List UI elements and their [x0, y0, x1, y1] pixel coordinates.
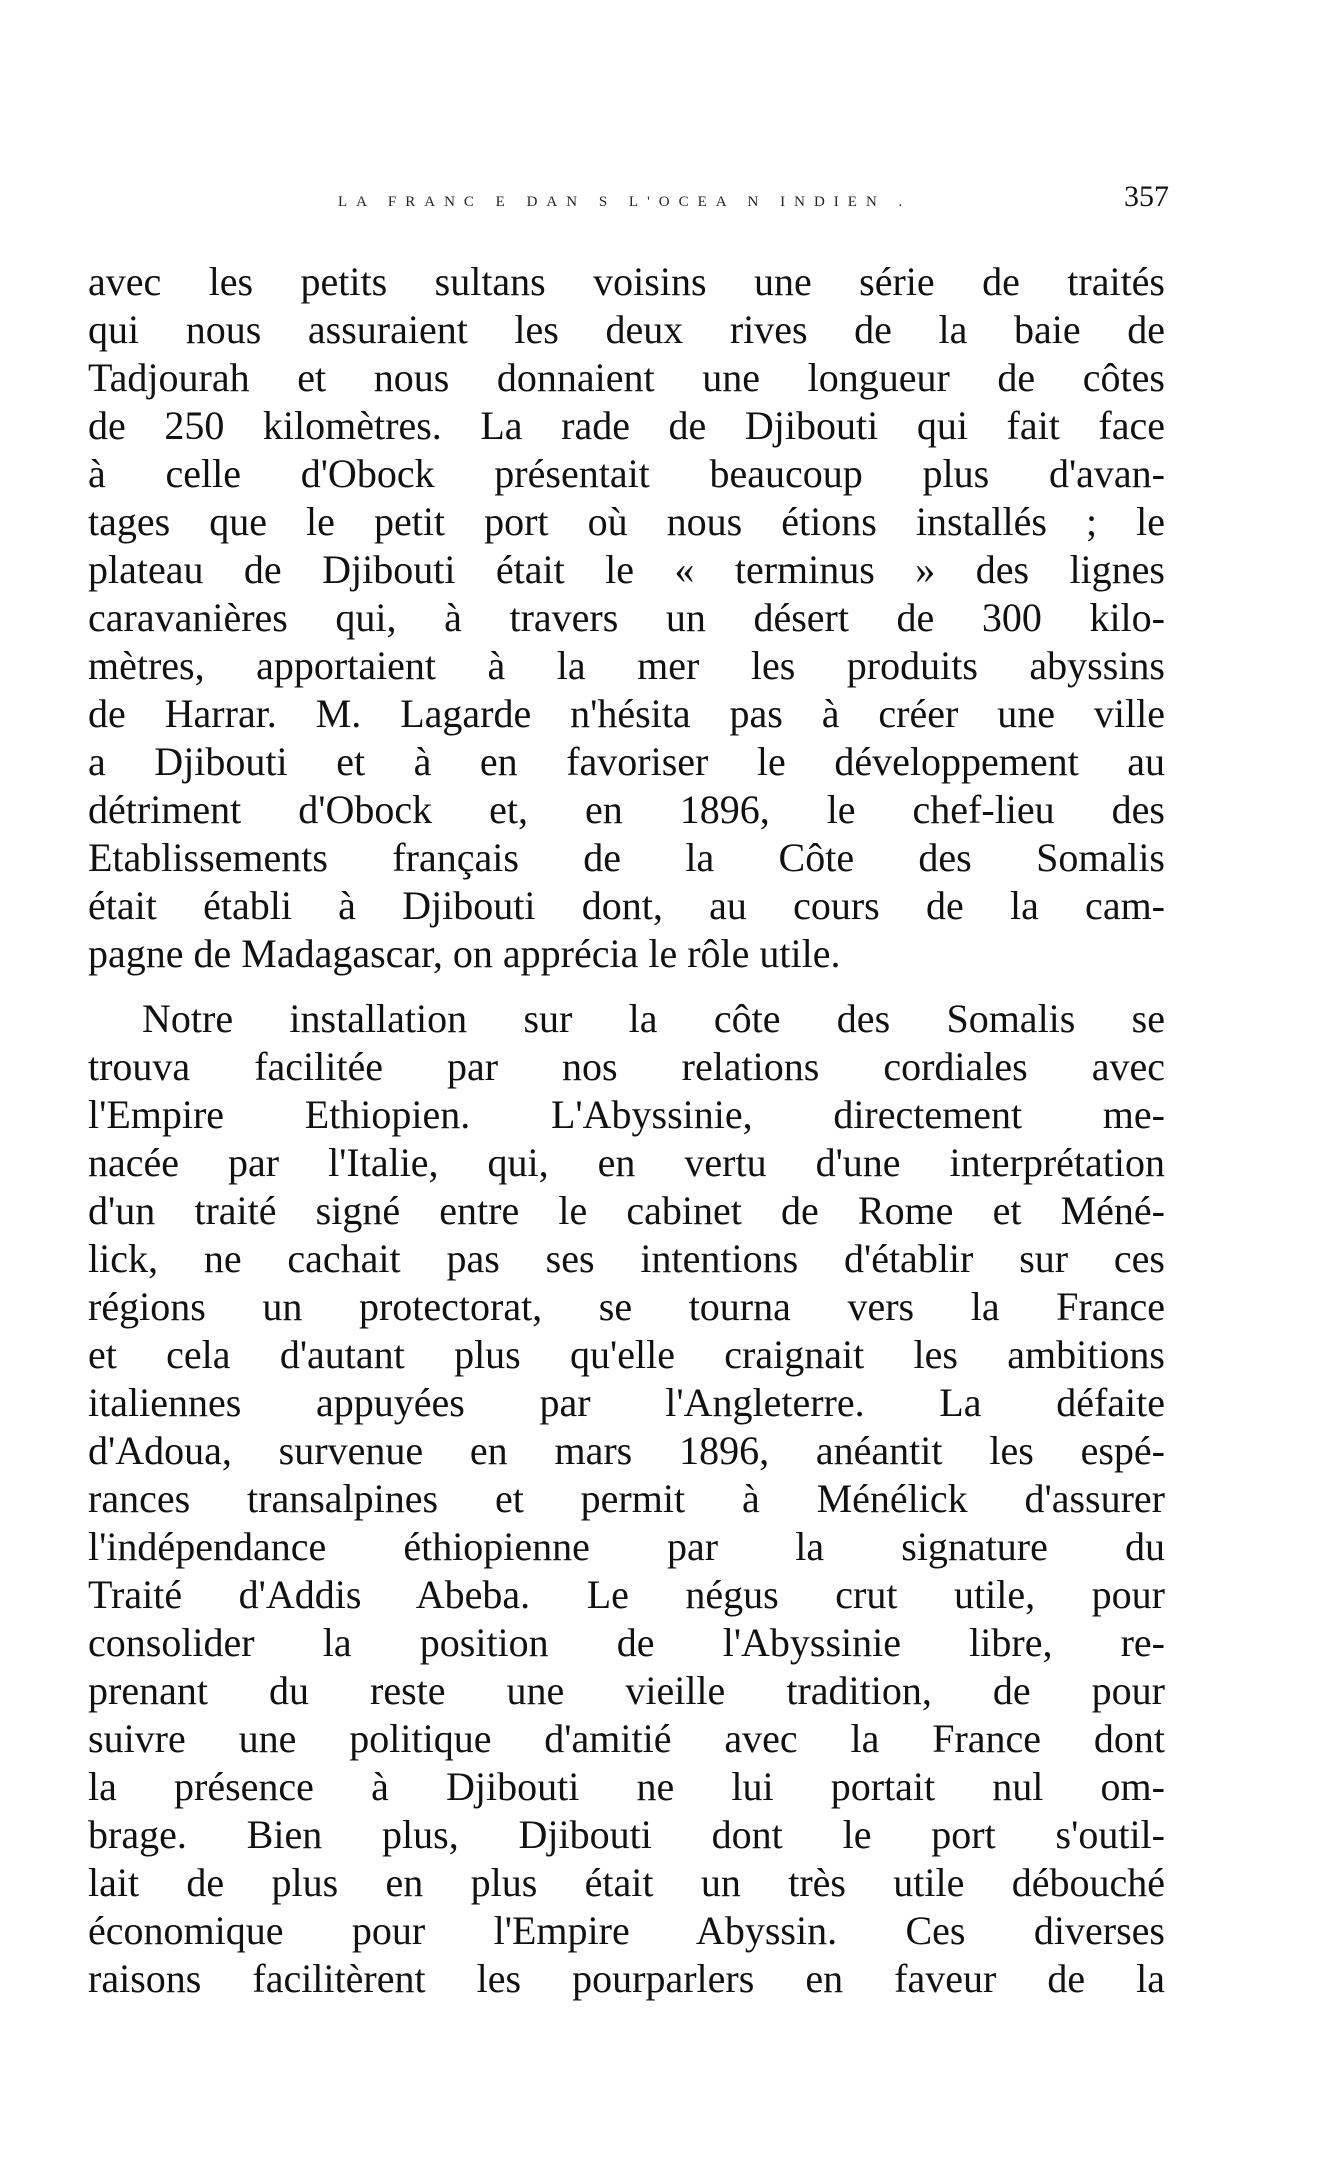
- text-line: tages que le petit port où nous étions installés ; le: [88, 499, 1165, 544]
- text-line: régions un protectorat, se tourna vers la France: [88, 1284, 1165, 1329]
- running-head: LA FRANC E DAN S L'OCEA N INDIEN .: [338, 194, 912, 210]
- text-line: la présence à Djibouti ne lui portait nul om-: [88, 1764, 1165, 1809]
- text-line: lick, ne cachait pas ses intentions d'établir sur ces: [88, 1236, 1165, 1281]
- paragraph-1: [88, 258, 1165, 978]
- text-line: Etablissements français de la Côte des Somalis: [88, 835, 1165, 880]
- text-line: l'Empire Ethiopien. L'Abyssinie, directement me-: [88, 1092, 1165, 1137]
- paragraph-gap: [88, 978, 1165, 995]
- text-line: consolider la position de l'Abyssinie libre, re-: [88, 1620, 1165, 1665]
- text-line: trouva facilitée par nos relations cordiales avec: [88, 1044, 1165, 1089]
- text-line: Traité d'Addis Abeba. Le négus crut utile, pour: [88, 1572, 1165, 1617]
- text-line: Tadjourah et nous donnaient une longueur de côtes: [88, 355, 1165, 400]
- text-line: raisons facilitèrent les pourparlers en faveur de la: [88, 1956, 1165, 2001]
- page-number: 357: [1124, 180, 1169, 213]
- text-line: détriment d'Obock et, en 1896, le chef-lieu des: [88, 787, 1165, 832]
- text-line: était établi à Djibouti dont, au cours de la cam-: [88, 883, 1165, 928]
- text-line: rances transalpines et permit à Ménélick d'assurer: [88, 1476, 1165, 1521]
- body-text: [88, 258, 1165, 2003]
- text-line: d'Adoua, survenue en mars 1896, anéantit les espé-: [88, 1428, 1165, 1473]
- paragraph-2: [88, 995, 1165, 2003]
- text-line: nacée par l'Italie, qui, en vertu d'une interprétation: [88, 1140, 1165, 1185]
- text-line: d'un traité signé entre le cabinet de Rome et Méné-: [88, 1188, 1165, 1233]
- text-line: mètres, apportaient à la mer les produits abyssins: [88, 643, 1165, 688]
- text-line: a Djibouti et à en favoriser le développement au: [88, 739, 1165, 784]
- text-line: l'indépendance éthiopienne par la signature du: [88, 1524, 1165, 1569]
- text-line: Notre installation sur la côte des Somalis se: [142, 996, 1165, 1041]
- text-line: et cela d'autant plus qu'elle craignait les ambitions: [88, 1332, 1165, 1377]
- text-line: prenant du reste une vieille tradition, de pour: [88, 1668, 1165, 1713]
- text-line: pagne de Madagascar, on apprécia le rôle utile.: [88, 931, 841, 976]
- text-line: économique pour l'Empire Abyssin. Ces diverses: [88, 1908, 1165, 1953]
- text-line: de Harrar. M. Lagarde n'hésita pas à créer une ville: [88, 691, 1165, 736]
- text-line: à celle d'Obock présentait beaucoup plus d'avan-: [88, 451, 1165, 496]
- text-line: de 250 kilomètres. La rade de Djibouti qui fait face: [88, 403, 1165, 448]
- text-line: lait de plus en plus était un très utile débouché: [88, 1860, 1165, 1905]
- text-line: plateau de Djibouti était le « terminus » des lignes: [88, 547, 1165, 592]
- text-line: avec les petits sultans voisins une série de traités: [88, 259, 1165, 304]
- text-line: qui nous assuraient les deux rives de la baie de: [88, 307, 1165, 352]
- text-line: suivre une politique d'amitié avec la France dont: [88, 1716, 1165, 1761]
- text-line: brage. Bien plus, Djibouti dont le port s'outil-: [88, 1812, 1165, 1857]
- text-line: italiennes appuyées par l'Angleterre. La défaite: [88, 1380, 1165, 1425]
- text-line: caravanières qui, à travers un désert de 300 kilo-: [88, 595, 1165, 640]
